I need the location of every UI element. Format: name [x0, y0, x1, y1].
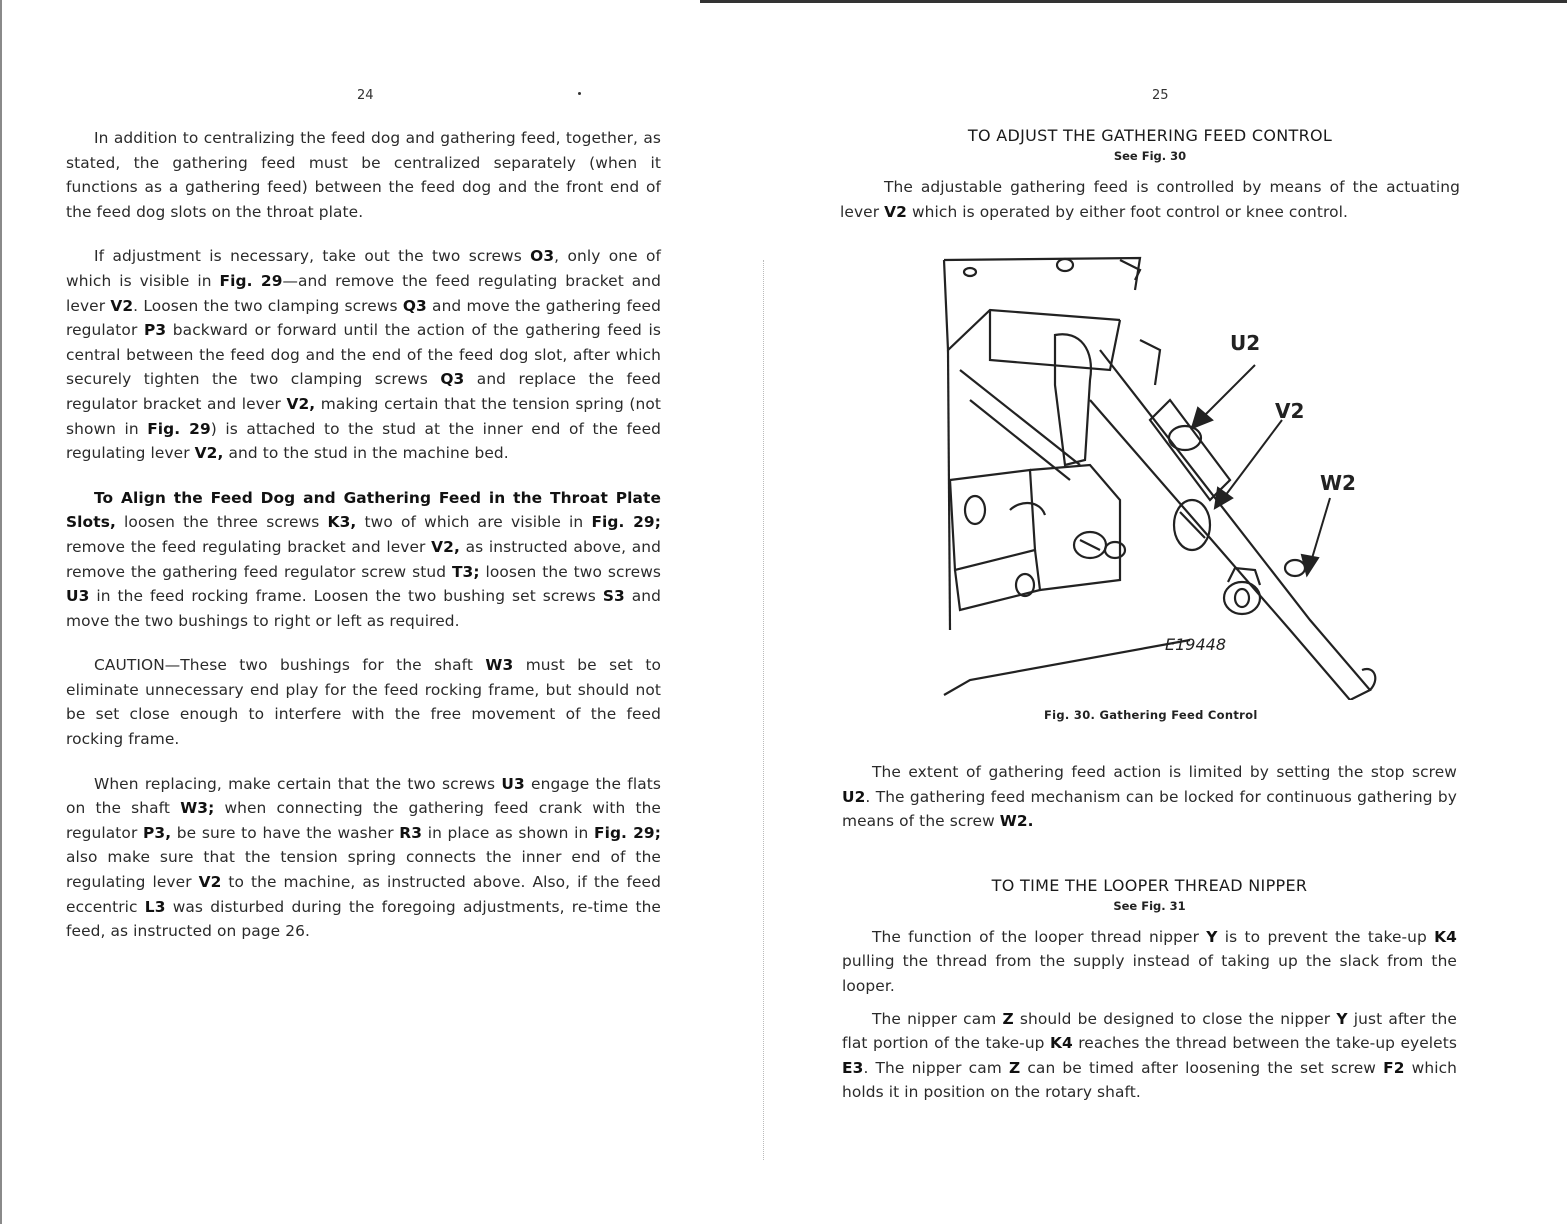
left-page-number: 24 [357, 88, 374, 103]
speck [578, 92, 581, 95]
machine-illustration [944, 258, 1375, 700]
right-paragraph-1: The adjustable gathering feed is controlled by means of the actuating lever V2 which is operated by either foot control or knee control. [840, 178, 1460, 221]
label-w2: W2 [1320, 471, 1356, 495]
book-left-edge [0, 0, 2, 1224]
right-paragraph-4: The nipper cam Z should be designed to close the nipper Y just after the flat portion of the take-up K4 reaches the thread between the take-up eyelets E3. The nipper cam Z can be timed after loosening the set screw F2 which holds it in position on the rotary shaft. [842, 1009, 1457, 1102]
page-gutter [763, 260, 765, 1160]
see-fig-31: See Fig. 31 [1113, 898, 1186, 913]
heading-gathering-feed-control: TO ADJUST THE GATHERING FEED CONTROL [967, 126, 1333, 145]
see-fig-30: See Fig. 30 [1113, 149, 1187, 163]
right-page-bottom [842, 760, 1457, 1105]
left-paragraph-3: To Align the Feed Dog and Gathering Feed in the Throat Plate Slots, loosen the three screws K3, two of which are visible in Fig. 29; remove the feed regulating bracket and lever V2, as instructed above, and remove the gathering feed regulator screw stud T3; loosen the two screws U3 in the feed rocking frame. Loosen the two bushing set screws S3 and move the two bushings to right or left as required. [66, 488, 661, 630]
figure-30-gathering-feed-control [930, 250, 1390, 700]
figure-30-caption: Fig. 30. Gathering Feed Control [1044, 708, 1258, 722]
right-paragraph-2: The extent of gathering feed action is limited by setting the stop screw U2. The gathering feed mechanism can be locked for continuous gathering by means of the screw W2. [842, 763, 1457, 831]
left-page-body [66, 126, 661, 944]
left-paragraph-caution: CAUTION—These two bushings for the shaft W3 must be set to eliminate unnecessary end play for the feed rocking frame, but should not be set close enough to interfere with the free movement of the feed rocking frame. [66, 656, 661, 749]
label-v2: V2 [1275, 399, 1305, 423]
section-run-in-title: To Align the Feed Dog and Gathering Feed in the Throat Plate Slots, [66, 488, 661, 532]
left-paragraph-2: If adjustment is necessary, take out the two screws O3, only one of which is visible in Fig. 29—and remove the feed regulating bracket and lever V2. Loosen the two clamping screws Q3 and move the gathering feed regulator P3 backward or forward until the action of the gathering feed is central between the feed dog and the end of the feed dog slot, after which securely tighten the two clamping screws Q3 and replace the feed regulator bracket and lever V2, making certain that the tension spring (not shown in Fig. 29) is attached to the stud at the inner end of the feed regulating lever V2, and to the stud in the machine bed. [66, 247, 662, 463]
right-paragraph-3: The function of the looper thread nipper Y is to prevent the take-up K4 pulling the thread from the supply instead of taking up the slack from the looper. [842, 927, 1457, 995]
figure-code: E19448 [1165, 635, 1227, 654]
right-page-top [840, 126, 1460, 224]
heading-looper-thread-nipper: TO TIME THE LOOPER THREAD NIPPER [991, 875, 1308, 895]
left-paragraph-1: In addition to centralizing the feed dog and gathering feed, together, as stated, the gathering feed must be centralized separately (when it functions as a gathering feed) between the feed dog and the front end of the feed dog slots on the throat plate. [66, 129, 661, 221]
right-page-number: 25 [1152, 88, 1169, 103]
label-u2: U2 [1230, 331, 1261, 355]
callout-arrows [1192, 365, 1330, 575]
left-paragraph-5: When replacing, make certain that the two screws U3 engage the flats on the shaft W3; when connecting the gathering feed crank with the regulator P3, be sure to have the washer R3 in place as shown in Fig. 29; also make sure that the tension spring connects the inner end of the regulating lever V2 to the machine, as instructed above. Also, if the feed eccentric L3 was disturbed during the foregoing adjustments, re-time the feed, as instructed on page 26. [66, 774, 661, 941]
book-top-edge [700, 0, 1567, 3]
